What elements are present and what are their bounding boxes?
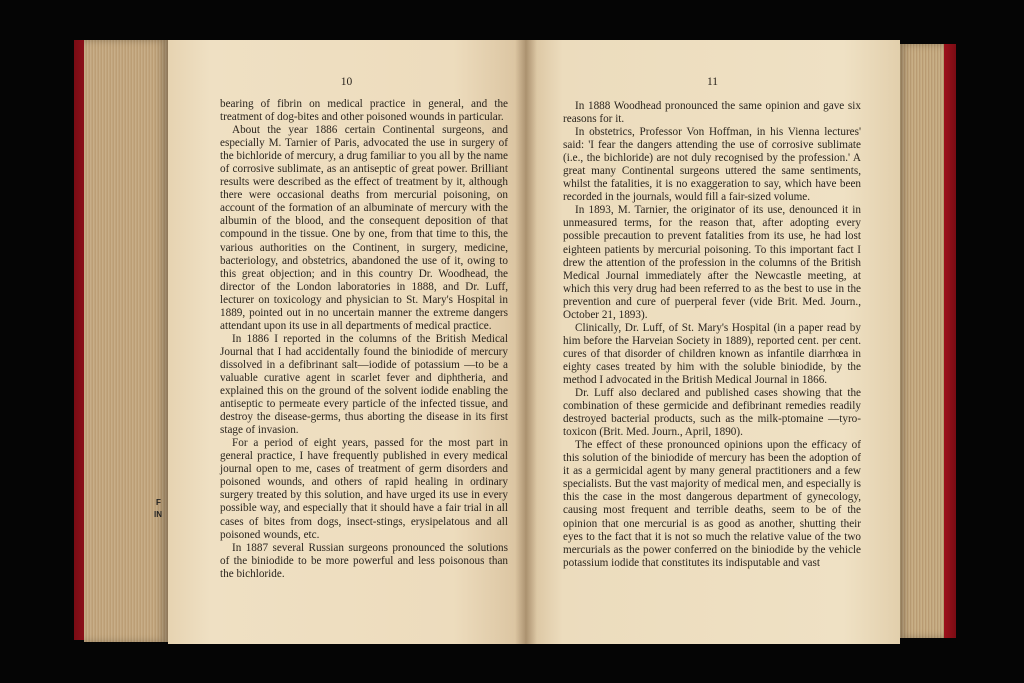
page-edges-right (898, 44, 944, 638)
left-page (168, 40, 525, 644)
edge-mark-2: IN (154, 510, 162, 519)
paragraph: The effect of these pronounced opinions upon the efficacy of this solution of the biniodide of mercury has been the adoption of it as a germicidal agent by many general practitioners and a few specialists. But the vast majority of medical men, and especially is this the case in the most dangerous department of gynecology, causing most frequent and terrible deaths, seem to be of the opinion that one mercurial is as good as another, shutting their eyes to the fact that it is not so much the relative value of the two mercurials as the power conferred on the biniodide by the vehicle potassium iodide that constitutes its indisputable and vast (563, 439, 861, 569)
paragraph: In 1893, M. Tarnier, the originator of its use, denounced it in unmeasured terms, for the reason that, after adopting every possible precaution to prevent fatalities from its use, he had lost eighteen patients by mercurial poisoning. To this important fact I drew the attention of the profession in the columns of the British Medical Journal immediately after the Newcastle meeting, at which this very drug had been referred to as the best to use in the prevention and cure of puerperal fever (vide Brit. Med. Journ., October 21, 1893). (563, 204, 861, 321)
paragraph: In obstetrics, Professor Von Hoffman, in his Vienna lectures' said: 'I fear the dangers attending the use of corrosive sublimate (i.e., the bichloride) are not duly recognised by the profession.' A great many Continental surgeons uttered the same sentiments, whilst the fatalities, it is no exaggeration to say, which have been recorded in the journals, would fill a fair-sized volume. (563, 126, 861, 204)
page-number-right: 11 (706, 76, 719, 88)
paragraph: In 1886 I reported in the columns of the British Medical Journal that I had accidentally found the biniodide of mercury dissolved in a defibrinant salt—iodide of potassium —to be a valuable curative agent in scarlet fever and diphtheria, and explained this on the ground of the solvent iodide enabling the antiseptic to permeate every particle of the infected tissue, and destroy the disease-germs, thus aborting the disease in its first stage of invasion. (220, 332, 508, 437)
paragraph: For a period of eight years, passed for the most part in general practice, I have frequently published in every medical journal open to me, cases of treatment of germ disorders and poisoned wounds, and others of rapid healing in ordinary surgery treated by this solution, and have urged its use in every possible way, and especially that it should have a fair trial in all cases of bites from dogs, insect-stings, erysipelatous and all poisoned wounds, etc. (220, 437, 508, 541)
left-page-text (220, 98, 508, 581)
paragraph: About the year 1886 certain Continental surgeons, and especially M. Tarnier of Paris, advocated the use in surgery of the bichloride of mercury, a drug familiar to you all by the name of corrosive sublimate, as an antiseptic of great power. Brilliant results were described as the effect of treatment by it, although there were occasional deaths from mercurial poisoning, on account of the formation of an albuminate of mercury with the albumin of the blood, and the consequent deposition of that compound in the tissue. One by one, from that time to this, the various authorities on the Continent, in surgery, medicine, bacteriology, and obstetrics, abandoned the use of it, owing to this great objection; and in this country Dr. Woodhead, the director of the London laboratories in 1888, and Dr. Luff, lecturer on toxicology and physician to St. Mary's Hospital in 1889, pointed out in no uncertain manner the extreme dangers attendant upon its use in all departments of medical practice. (220, 124, 508, 332)
paragraph: In 1888 Woodhead pronounced the same opinion and gave six reasons for it. (563, 100, 861, 126)
page-number-left: 10 (340, 76, 353, 88)
edge-mark-1: F (156, 498, 161, 507)
paragraph: bearing of fibrin on medical practice in general, and the treatment of dog-bites and other poisoned wounds in particular. (220, 98, 508, 124)
paragraph: In 1887 several Russian surgeons pronounced the solutions of the biniodide to be more powerful and less poisonous than the bichloride. (220, 541, 508, 580)
right-page (525, 40, 900, 644)
page-edges-left (84, 40, 168, 642)
paragraph: Dr. Luff also declared and published cases showing that the combination of these germicide and defibrinant remedies readily destroyed bacterial products, such as the milk-ptomaine —tyro-toxicon (Brit. Med. Journ., April, 1890). (563, 387, 861, 439)
paragraph: Clinically, Dr. Luff, of St. Mary's Hospital (in a paper read by him before the Harveian Society in 1889), reported cent. per cent. cures of that disorder of children known as infantile diarrhœa in eighty cases treated by him with the soluble biniodide, by the method I advocated in the British Medical Journal in 1866. (563, 321, 861, 386)
right-page-text (563, 100, 861, 570)
